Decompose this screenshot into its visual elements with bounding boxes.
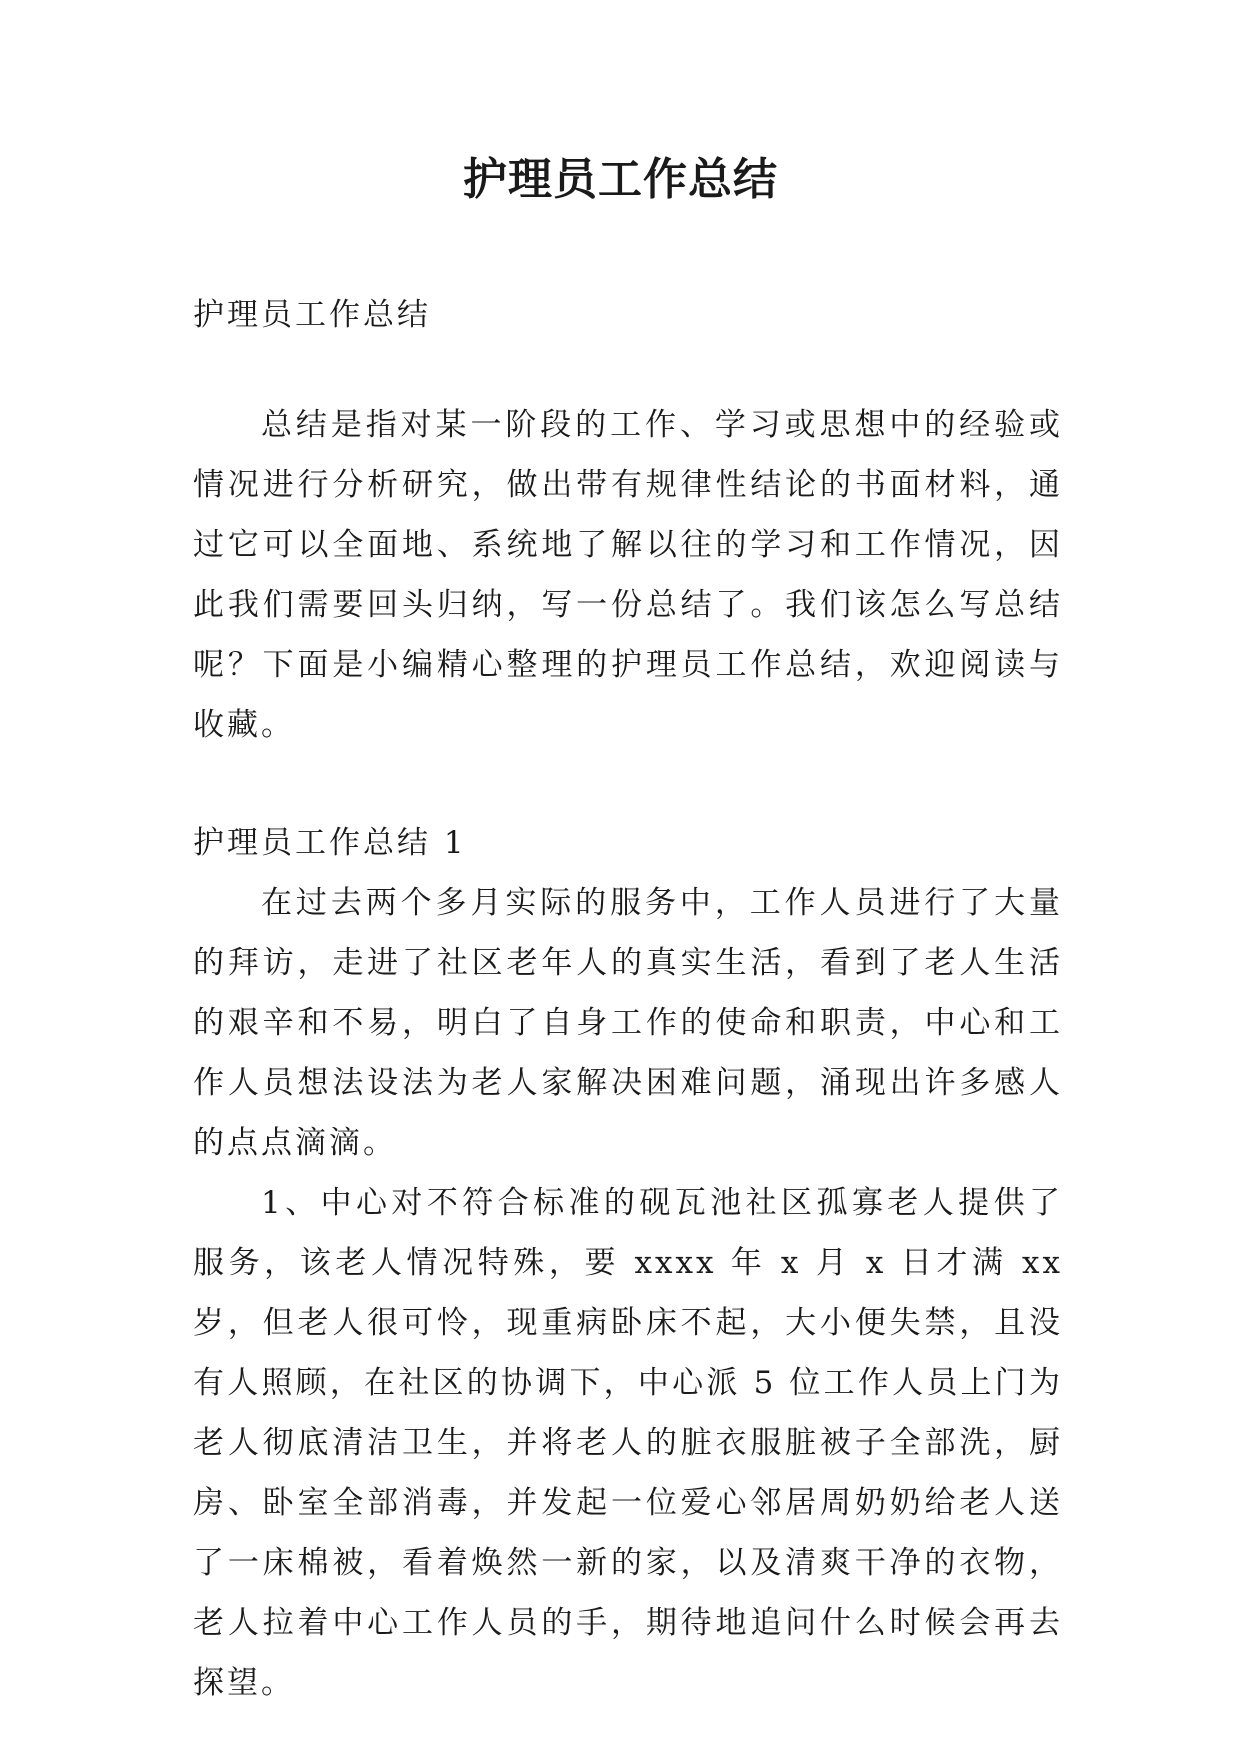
section-paragraph: 在过去两个多月实际的服务中，工作人员进行了大量的拜访，走进了社区老年人的真实生活，看到了老人生活的艰辛和不易，明白了自身工作的使命和职责，中心和工作人员想法设法为老人家解决困难问题，涌现出许多感人的点点滴滴。 (193, 885, 1063, 1161)
document-subtitle: 护理员工作总结 (193, 297, 431, 333)
spacer (193, 755, 1063, 813)
document-title: 护理员工作总结 (463, 154, 778, 205)
intro-paragraph: 总结是指对某一阶段的工作、学习或思想中的经验或情况进行分析研究，做出带有规律性结论的书面材料，通过它可以全面地、系统地了解以往的学习和工作情况，因此我们需要回头归纳，写一份总结了。我们该怎么写总结呢？下面是小编精心整理的护理员工作总结，欢迎阅读与收藏。 (193, 407, 1063, 743)
spacer (193, 345, 1063, 395)
document-body (193, 285, 1063, 1713)
section-heading: 护理员工作总结 1 (193, 825, 467, 861)
section-paragraph: 1、中心对不符合标准的砚瓦池社区孤寡老人提供了服务，该老人情况特殊，要 xxxx 年 x 月 x 日才满 xx 岁，但老人很可怜，现重病卧床不起，大小便失禁，且没有人照顾，在社区的协调下，中心派 5 位工作人员上门为老人彻底清洁卫生，并将老人的脏衣服脏被子全部洗，厨房、卧室全部消毒，并发起一位爱心邻居周奶奶给老人送了一床棉被，看着焕然一新的家，以及清爽干净的衣物，老人拉着中心工作人员的手，期待地追问什么时候会再去探望。 (193, 1185, 1063, 1701)
